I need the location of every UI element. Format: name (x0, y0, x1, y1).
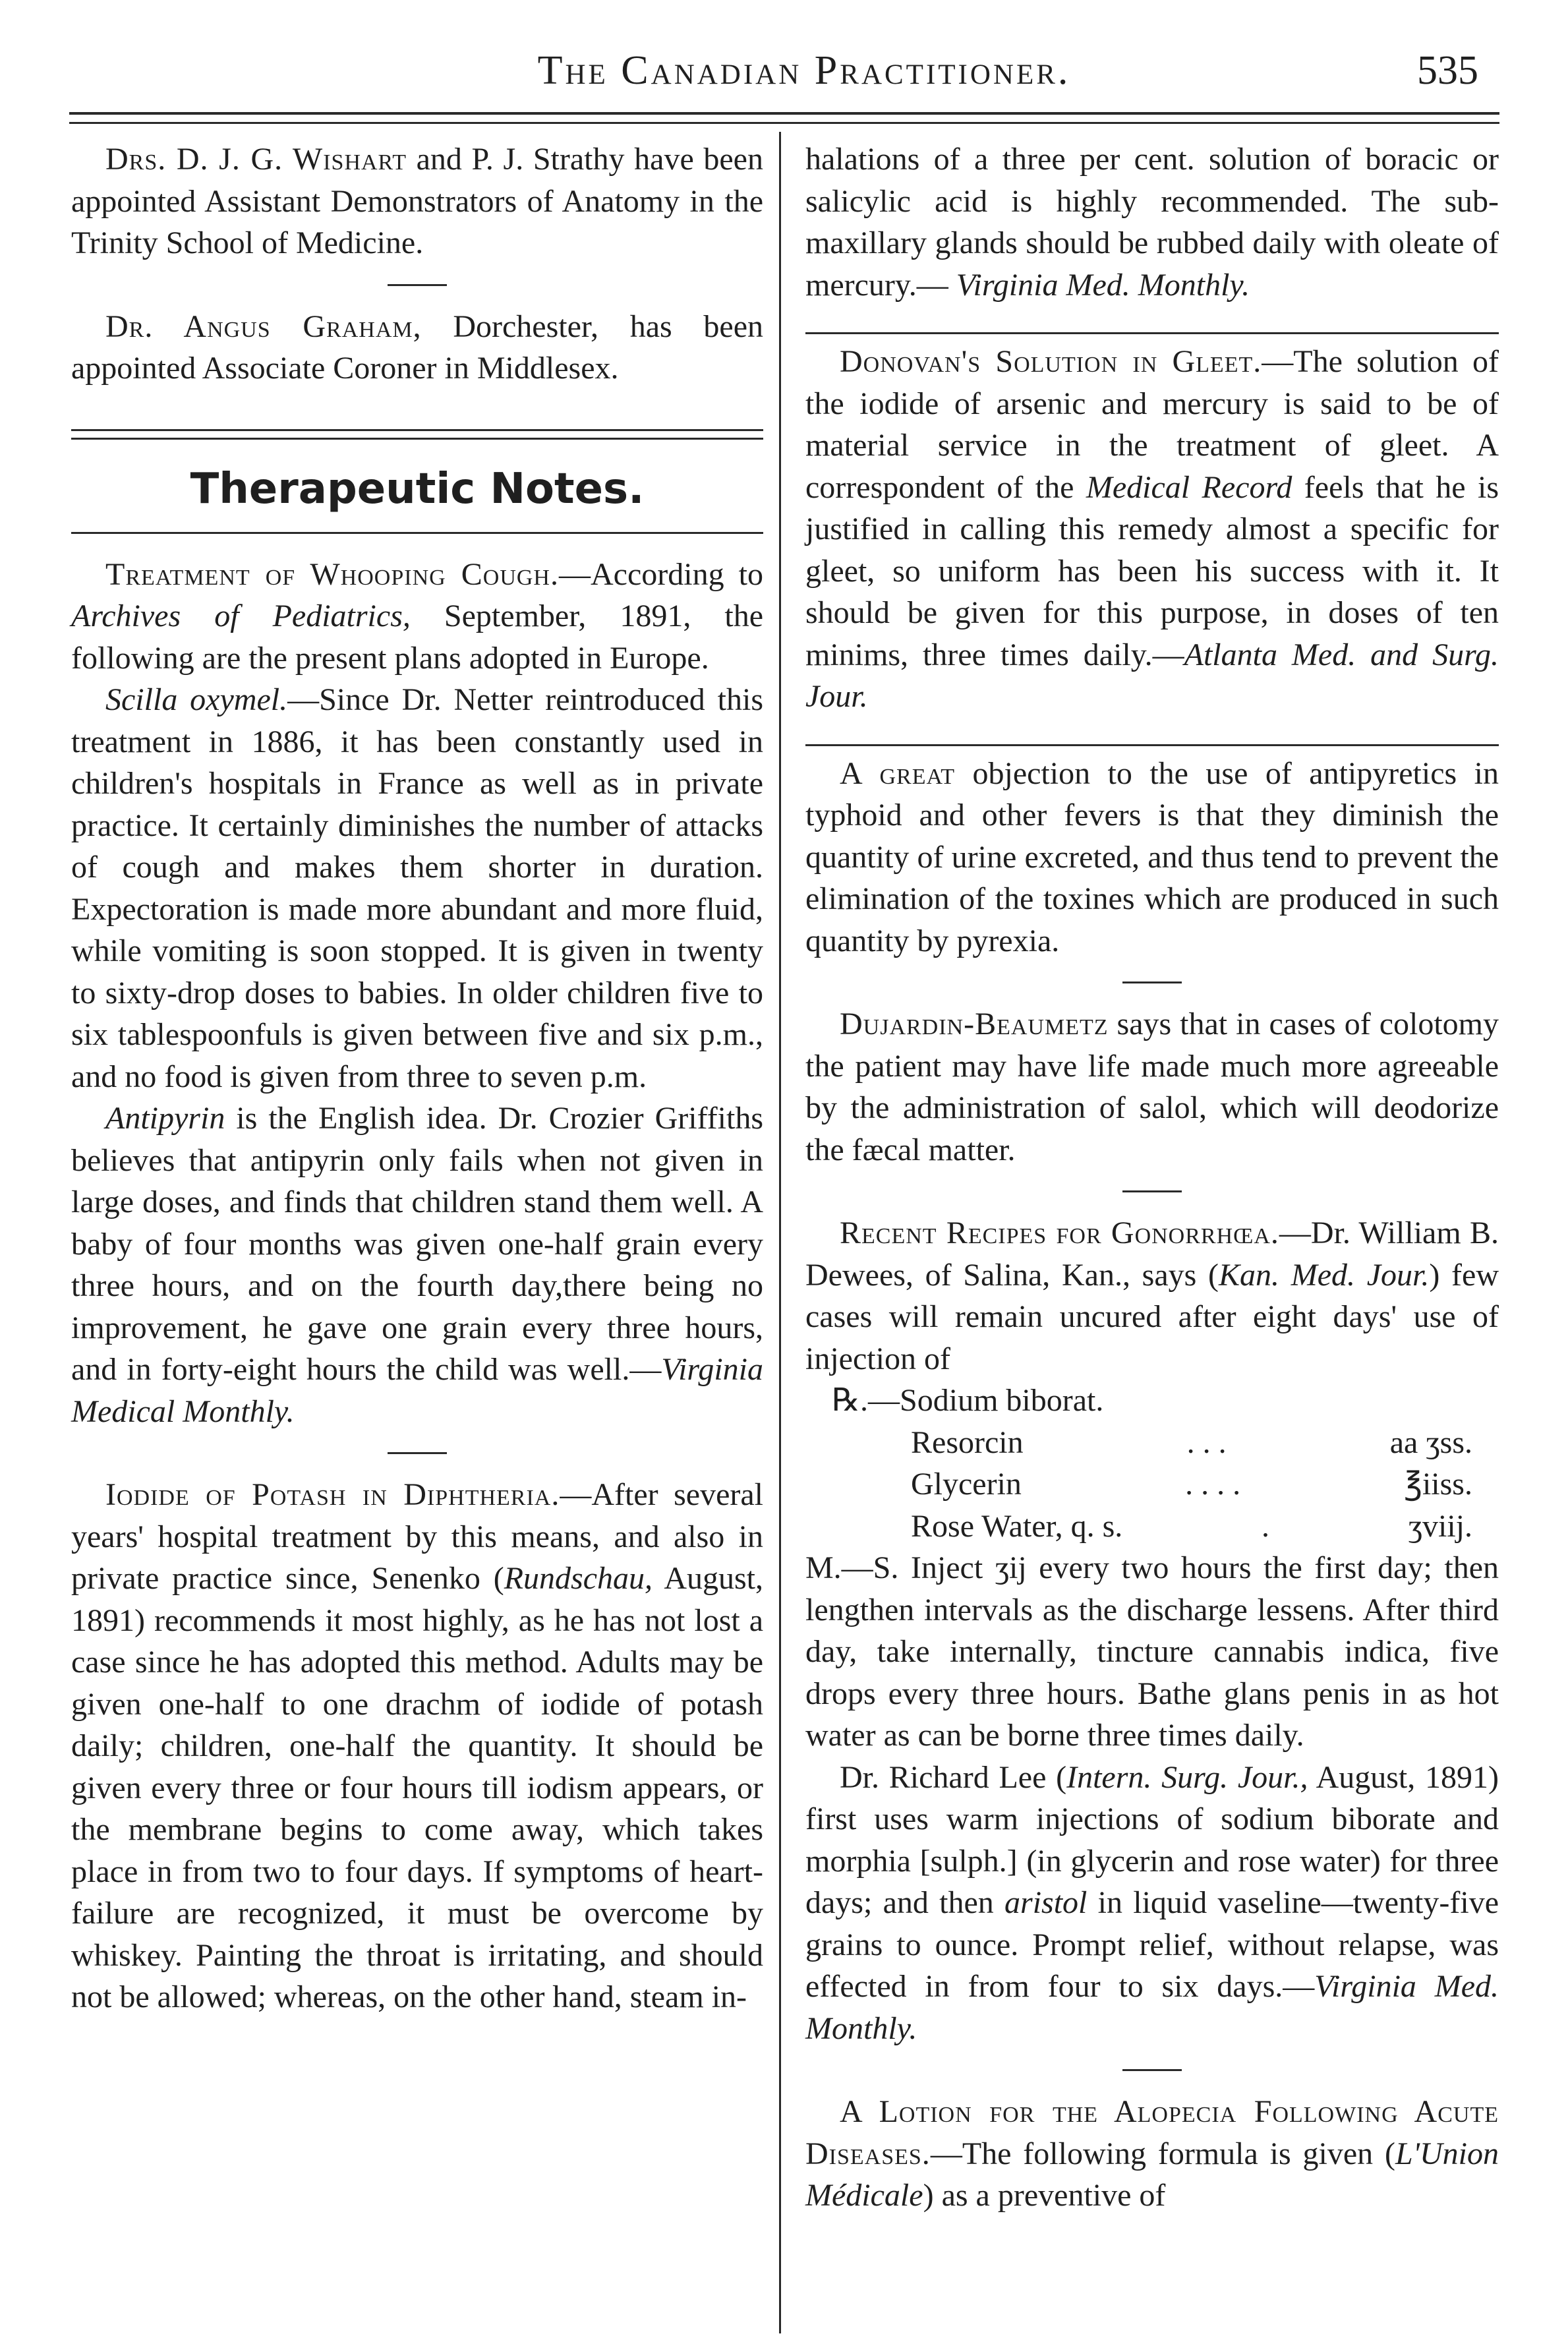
scilla-body: —Since Dr. Netter reintroduced this treatment in 1886, it has been constantly used in children's hospitals in France as well as in private practice. It certainly diminishes the number of attacks of cough and makes them shorter in duration. Expectoration is made more abundant and more fluid, while vomiting is soon stopped. It is given in twenty to sixty-drop doses to babies. In older children five to six tablespoonfuls is given between five and six p.m., and no food is given from three to seven p.m. (71, 682, 763, 1094)
antipyrin-source: Virginia Medical Monthly. (71, 1352, 763, 1429)
right-column (805, 138, 1499, 2217)
donovan-source: Atlanta Med. and Surg. Jour. (805, 637, 1499, 714)
dujardin-paragraph (805, 1003, 1499, 1171)
gonorrhoea-heading: Recent Recipes for Gonorrhœa. (840, 1215, 1279, 1250)
antipyretics-paragraph (805, 753, 1499, 962)
donovan-paragraph (805, 341, 1499, 718)
prescription-item (805, 1463, 1499, 1506)
graham-body: Dorchester, has been appointed Associate Coroner in Middlesex. (71, 308, 763, 386)
prescription-item-name: Glycerin (911, 1467, 1022, 1502)
prescription-item-name: Rose Water, q. s. (911, 1508, 1123, 1544)
donovan-body-b: feels that he is justified in calling this remedy almost a specific for gleet, so uniform has been his success with it. It should be given for this purpose, in doses of ten minims, three times daily.— (805, 469, 1499, 672)
prescription-rx-line (805, 1380, 1499, 1422)
prescription-item (805, 1422, 1499, 1464)
iodide-body-a: —After several years' hospital treatment by this means, and also in private practice since, Senenko ( (71, 1477, 763, 1596)
left-column (71, 138, 763, 2018)
prescription-item-dots: . (1261, 1508, 1269, 1544)
continuation-paragraph (805, 138, 1499, 306)
right-rule (805, 332, 1499, 334)
antipyrin-label: Antipyrin (105, 1101, 225, 1136)
prescription (805, 1380, 1499, 1547)
section-rule-second (71, 438, 763, 440)
donovan-record: Medical Record (1086, 469, 1292, 505)
gonorrhoea-body-a: —Dr. William B. Dewees, of Salina, Kan., says ( (805, 1215, 1499, 1293)
wishart-names: Drs. D. J. G. Wishart (105, 142, 407, 177)
rx-text: ℞.—Sodium biborat. (832, 1383, 1104, 1418)
prescription-item-amount: ℥iiss. (1404, 1467, 1472, 1502)
lee-source: Intern. Surg. Jour., (1066, 1759, 1308, 1795)
iodide-body-b: August, 1891) recommends it most highly, as he has not lost a case since he has adopted this method. Adults may be given one-half to one drachm of iodide of potash daily; children, one-half the quantity. It should be given every three or four hours till iodism appears, or the membrane begins to come away, which takes place in from two to four days. If symptoms of heart-failure are recognized, it must be overcome by whiskey. Painting the throat is irritating, and should not be allowed; whereas, on the other hand, steam in- (71, 1561, 763, 2014)
donovan-heading: Donovan's Solution in Gleet. (840, 344, 1262, 379)
header-rule-bottom (69, 122, 1499, 124)
lee-aristol: aristol (1004, 1885, 1088, 1920)
right-divider-1 (1122, 981, 1182, 983)
lee-body-a: Dr. Richard Lee ( (840, 1759, 1067, 1795)
gonorrhoea-source: Kan. Med. Jour. (1219, 1257, 1430, 1293)
dujardin-body: says that in cases of colotomy the patient may have life made much more agreeable by the administration of salol, which will deodorize the fæcal matter. (805, 1007, 1499, 1167)
wishart-notice (71, 138, 763, 264)
lee-source-2: Virginia Med. Monthly. (805, 1969, 1499, 2046)
right-divider-2 (1122, 1190, 1182, 1192)
graham-name: Dr. Angus Graham, (105, 308, 422, 344)
iodide-heading: Iodide of Potash in Diphtheria. (105, 1477, 560, 1512)
lotion-source: L'Union Médicale (805, 2136, 1499, 2213)
iodide-source: Rundschau, (504, 1561, 653, 1596)
whooping-heading: Treatment of Whooping Cough. (105, 556, 559, 592)
prescription-instructions: M.—S. Inject ʒij every two hours the first day; then lengthen intervals as the discharge lessens. After third day, take internally, tincture cannabis indica, five drops every three hours. Bathe glans penis in as hot water as can be borne three times daily. (805, 1550, 1499, 1753)
column-divider (779, 132, 781, 2333)
page-number: 535 (1417, 48, 1478, 93)
continuation-source: Virginia Med. Monthly. (956, 267, 1250, 303)
whooping-source: Archives of Pediatrics, (71, 599, 411, 633)
header-rule-top (69, 112, 1499, 115)
antipyretics-body: objection to the use of antipyretics in typhoid and other fevers is that they diminish the quantity of urine excreted, and thus tend to prevent the elimination of the toxines which are produced in such quantity by pyrexia. (805, 755, 1499, 958)
antipyretics-lead: A great (840, 755, 956, 791)
antipyrin-body: is the English idea. Dr. Crozier Griffiths believes that antipyrin only fails when not given in large doses, and finds that children stand them well. A baby of four months was given one-half grain every three hours, and on the fourth day,there being no improvement, he gave one grain every three hours, and in forty-eight hours the child was well.— (71, 1101, 763, 1387)
wishart-body: and P. J. Strathy have been appointed Assistant Demonstrators of Anatomy in the Trinity School of Medicine. (71, 142, 763, 260)
scilla-paragraph (71, 679, 763, 1098)
right-divider-3 (1122, 2069, 1182, 2071)
running-head (0, 47, 1568, 127)
antipyrin-paragraph (71, 1098, 763, 1432)
gonorrhoea-body-b: ) few cases will remain uncured after eight days' use of injection of (805, 1257, 1499, 1376)
dujardin-name: Dujardin-Beaumetz (840, 1007, 1109, 1041)
lotion-heading: A Lotion for the Alopecia Following Acute Diseases. (805, 2094, 1499, 2171)
lotion-paragraph (805, 2091, 1499, 2217)
lee-paragraph (805, 1757, 1499, 2050)
prescription-item (805, 1506, 1499, 1548)
prescription-item-amount: aa ʒss. (1389, 1424, 1472, 1460)
lee-body-c: in liquid vaseline—twenty-five grains to ounce. Prompt relief, without relapse, was effected in from four to six days.— (805, 1885, 1499, 2004)
donovan-body-a: —The solution of the iodide of arsenic and mercury is said to be of material service in the treatment of gleet. A correspondent of the (805, 344, 1499, 505)
scilla-label: Scilla oxymel. (105, 682, 288, 717)
notice-divider (388, 284, 447, 286)
continuation-body: halations of a three per cent. solution of boracic or salicylic acid is highly recommended. The sub-maxillary glands should be rubbed daily with oleate of mercury.— (805, 142, 1499, 303)
section-title: Therapeutic Notes. (190, 464, 645, 513)
article-divider (388, 1452, 447, 1454)
iodide-paragraph (71, 1474, 763, 2018)
lotion-body-a: —The following formula is given ( (930, 2136, 1396, 2171)
lotion-body-b: ) as a preventive of (923, 2178, 1166, 2213)
prescription-item-amount: ʒviij. (1408, 1508, 1472, 1544)
gonorrhoea-paragraph (805, 1212, 1499, 1380)
right-rule-2 (805, 744, 1499, 746)
journal-title: The Canadian Practitioner. (537, 48, 1071, 93)
lee-body-b: August, 1891) first uses warm injections of sodium biborate and morphia [sulph.] (in glycerin and rose water) for three days; and then (805, 1759, 1499, 1920)
whooping-intro-text: —According to (558, 556, 763, 592)
prescription-item-name: Resorcin (911, 1424, 1024, 1460)
section-rule-top (71, 429, 763, 431)
prescription-item-dots: . . . (1186, 1424, 1227, 1460)
whooping-intro-rest: September, 1891, the following are the present plans adopted in Europe. (71, 599, 763, 676)
prescription-item-dots: . . . . (1185, 1467, 1241, 1502)
whooping-cough-intro (71, 554, 763, 680)
section-title-rule (71, 532, 763, 534)
graham-notice (71, 306, 763, 390)
